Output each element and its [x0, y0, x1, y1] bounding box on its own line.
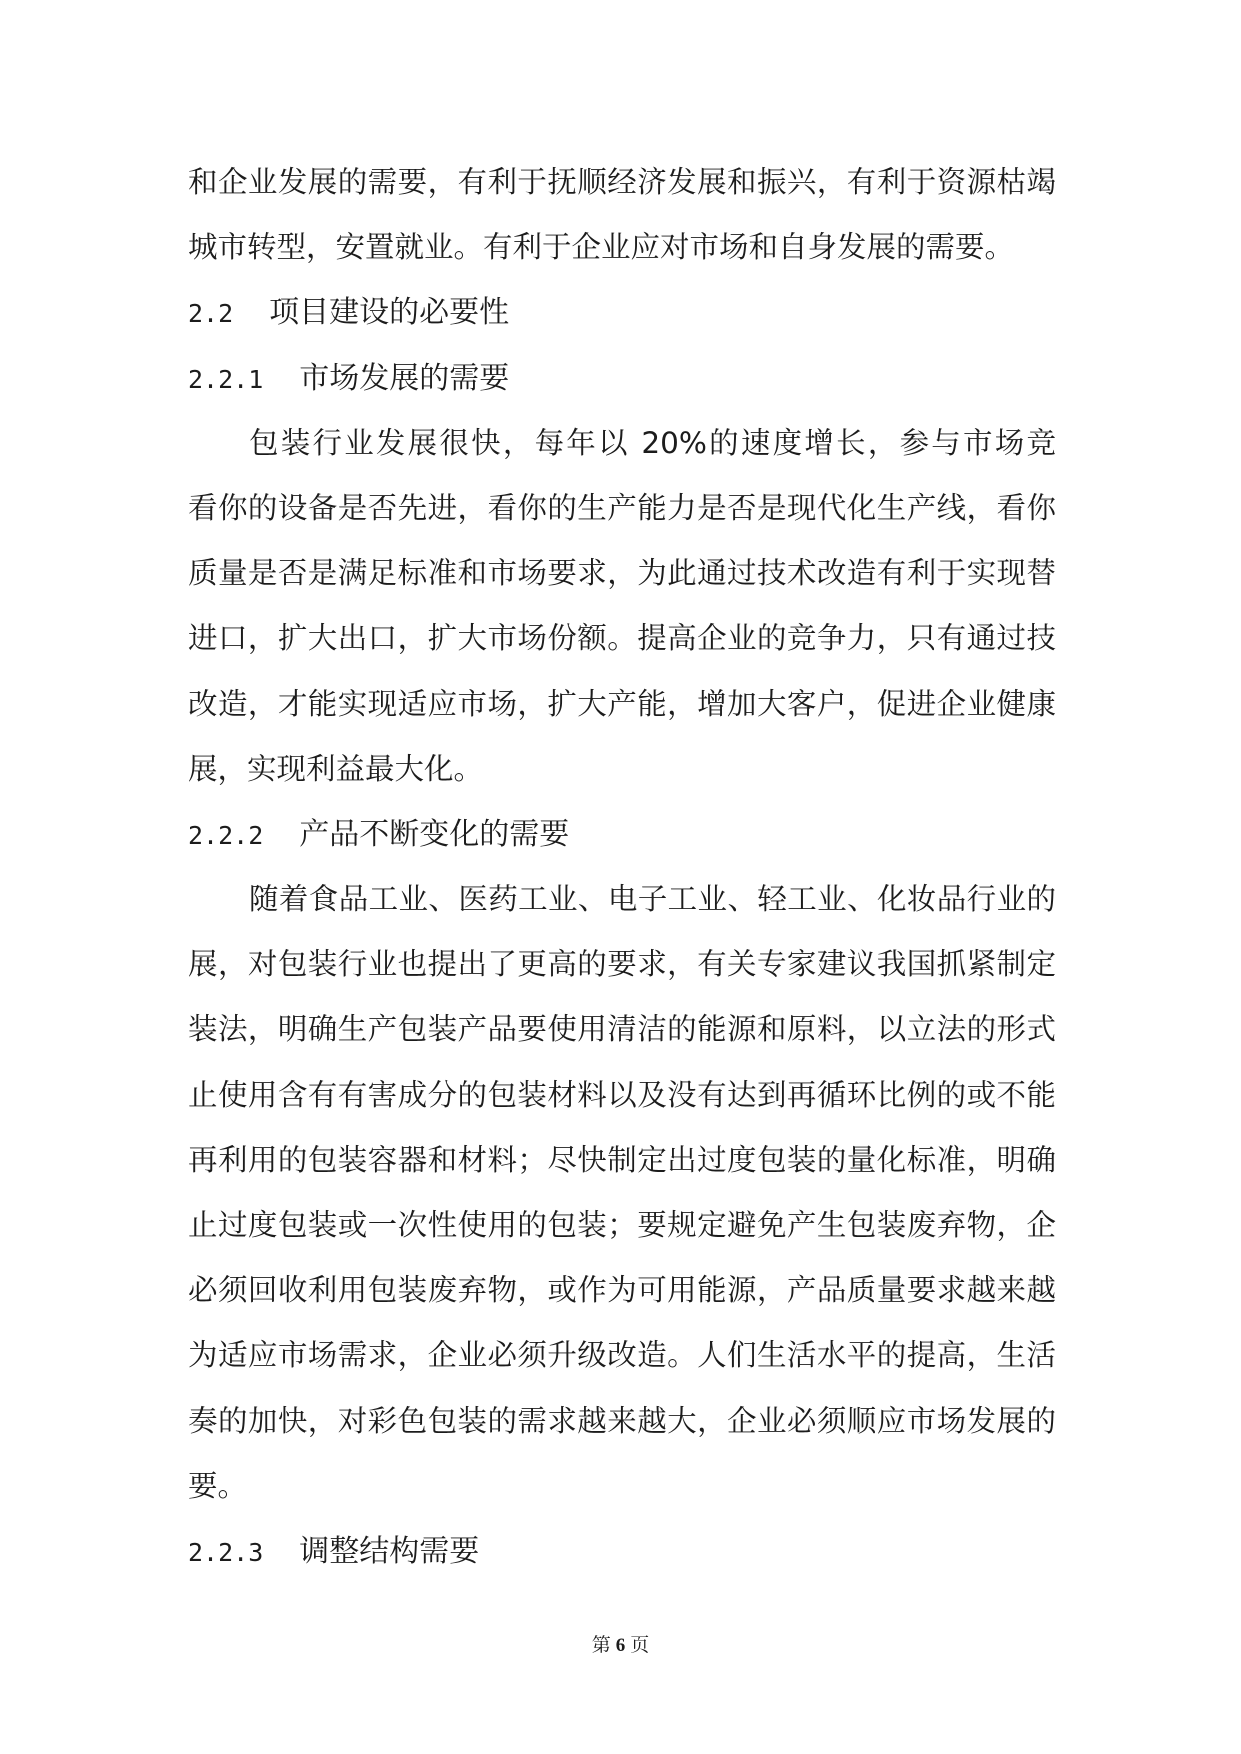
body-text-line: 再利用的包装容器和材料；尽快制定出过度包装的量化标准，明确: [188, 1142, 1056, 1177]
body-text-line: 展，对包装行业也提出了更高的要求，有关专家建议我国抓紧制定: [188, 947, 1056, 982]
page-body: [188, 150, 1056, 1584]
section-heading-2-2: [188, 280, 1056, 345]
body-text-line: 奏的加快，对彩色包装的需求越来越大，企业必须顺应市场发展的: [188, 1403, 1056, 1438]
body-text-line: 必须回收利用包装废弃物，或作为可用能源，产品质量要求越来越: [188, 1273, 1056, 1308]
body-text-line: 随着食品工业、医药工业、电子工业、轻工业、化妆品行业的: [249, 882, 1056, 917]
body-text-line: 止使用含有有害成分的包装材料以及没有达到再循环比例的或不能: [188, 1077, 1056, 1112]
body-text-line: 和企业发展的需要，有利于抚顺经济发展和振兴，有利于资源枯竭: [188, 165, 1056, 199]
body-text-line: 城市转型，安置就业。有利于企业应对市场和自身发展的需要。: [188, 230, 1015, 265]
section-number: 2.2: [188, 299, 234, 329]
body-text-line: 要。: [188, 1468, 248, 1503]
body-text-line: 改造，才能实现适应市场，扩大产能，增加大客户，促进企业健康: [188, 686, 1056, 721]
body-text-line: 进口，扩大出口，扩大市场份额。提高企业的竞争力，只有通过技: [188, 621, 1056, 656]
body-text-line: 为适应市场需求，企业必须升级改造。人们生活水平的提高，生活: [188, 1338, 1056, 1373]
footer-prefix: 第: [591, 1635, 611, 1656]
body-text-line: 包装行业发展很快，每年以 20%的速度增长，参与市场竞: [249, 425, 1056, 460]
section-heading-2-2-1: [188, 346, 1056, 411]
section-heading-2-2-3: [188, 1519, 1056, 1584]
section-title: 产品不断变化的需要: [299, 816, 570, 852]
body-text-line: 质量是否是满足标准和市场要求，为此通过技术改造有利于实现替: [188, 556, 1056, 591]
section-title: 市场发展的需要: [299, 360, 510, 396]
section-title: 项目建设的必要性: [269, 295, 510, 331]
section-title: 调整结构需要: [299, 1533, 480, 1569]
section-heading-2-2-2: [188, 802, 1056, 867]
body-text-line: 止过度包装或一次性使用的包装；要规定避免产生包装废弃物，企: [188, 1208, 1056, 1242]
body-text-line: 展，实现利益最大化。: [188, 751, 484, 786]
section-number: 2.2.3: [188, 1537, 264, 1567]
section-number: 2.2.2: [188, 820, 264, 850]
section-number: 2.2.1: [188, 364, 264, 394]
body-text-line: 看你的设备是否先进，看你的生产能力是否是现代化生产线，看你: [188, 490, 1056, 525]
footer-suffix: 页: [630, 1635, 650, 1656]
page-footer: [0, 1630, 1241, 1657]
body-text-line: 装法，明确生产包装产品要使用清洁的能源和原料，以立法的形式: [188, 1012, 1056, 1047]
page-number: 6: [615, 1635, 626, 1656]
